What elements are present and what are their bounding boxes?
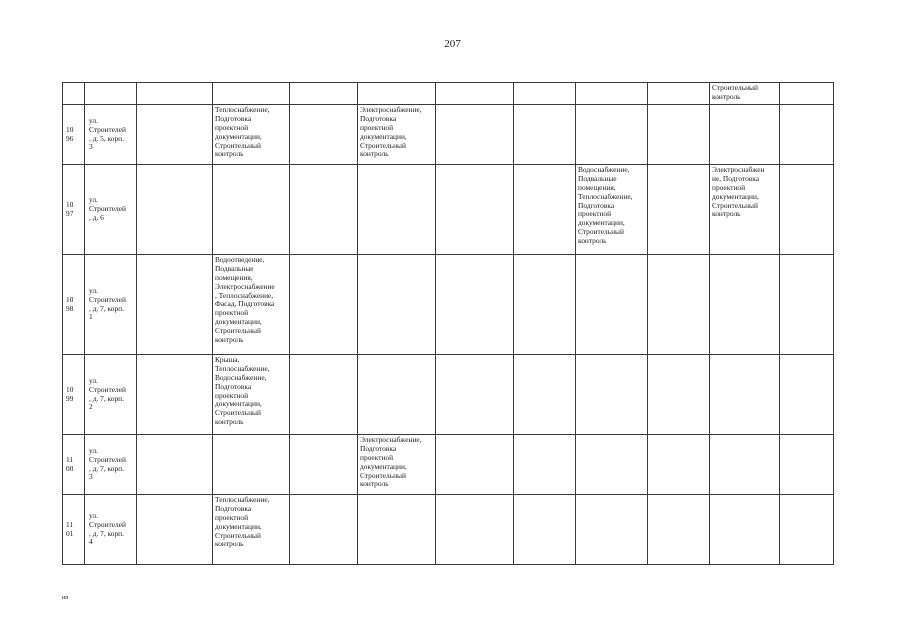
work-cell-col-10	[648, 255, 710, 355]
work-types-text: Электроснабжение, Подготовка проектной документации, Строительный контроль	[360, 435, 422, 489]
work-cell-col-3	[137, 105, 213, 165]
work-types-text: Электроснабжение, Подготовка проектной документации, Строительный контроль	[360, 105, 422, 159]
address-cell	[85, 435, 137, 495]
work-cell-col-12	[780, 355, 834, 435]
work-cell-col-9	[576, 83, 648, 105]
work-cell-col-7	[436, 355, 514, 435]
work-cell-col-3	[137, 495, 213, 565]
work-cell-col-10	[648, 165, 710, 255]
row-number: 10 96	[66, 124, 74, 143]
work-cell-col-5	[290, 165, 358, 255]
work-cell-col-12	[780, 495, 834, 565]
row-number: 10 97	[66, 199, 74, 218]
work-cell-col-4	[213, 255, 290, 355]
work-cell-col-3	[137, 165, 213, 255]
work-types-text: Водоснабжение, Подвальные помещения, Теплоснабжение, Подготовка проектной документации, Строительный контроль	[578, 165, 633, 245]
work-cell-col-7	[436, 255, 514, 355]
work-cell-col-10	[648, 83, 710, 105]
capital-repair-table	[62, 82, 834, 565]
address-cell	[85, 165, 137, 255]
work-types-text: Крыша, Теплоснабжение, Водоснабжение, Подготовка проектной документации, Строительный контроль	[215, 355, 270, 427]
table-row	[63, 165, 834, 255]
work-cell-col-11	[710, 83, 780, 105]
work-cell-col-12	[780, 255, 834, 355]
work-cell-col-7	[436, 165, 514, 255]
work-cell-col-11	[710, 255, 780, 355]
address-text: ул. Строителей , д. 6	[89, 195, 126, 222]
address-cell	[85, 255, 137, 355]
work-cell-col-12	[780, 83, 834, 105]
work-cell-col-8	[514, 495, 576, 565]
work-cell-col-8	[514, 105, 576, 165]
row-number-cell	[63, 435, 85, 495]
work-cell-col-8	[514, 355, 576, 435]
work-cell-col-9	[576, 355, 648, 435]
work-cell-col-4	[213, 165, 290, 255]
table-row	[63, 105, 834, 165]
work-types-text: Водоотведение, Подвальные помещения, Электроснабжение , Теплоснабжение, Фасад, Подготовка проектной документации, Строительный контроль	[215, 255, 275, 344]
work-cell-col-11	[710, 355, 780, 435]
row-number: 11 00	[66, 454, 74, 473]
table-body	[63, 83, 834, 565]
work-cell-col-8	[514, 435, 576, 495]
work-cell-col-10	[648, 495, 710, 565]
work-cell-col-6	[358, 435, 436, 495]
work-cell-col-6	[358, 83, 436, 105]
work-types-text: Строительный контроль	[712, 83, 758, 101]
address-cell	[85, 83, 137, 105]
work-cell-col-5	[290, 105, 358, 165]
row-number-cell	[63, 165, 85, 255]
table-row	[63, 355, 834, 435]
work-cell-col-4	[213, 105, 290, 165]
row-number: 11 01	[66, 519, 74, 538]
work-cell-col-7	[436, 105, 514, 165]
address-text: ул. Строителей , д. 5, корп. 3	[89, 115, 126, 152]
work-cell-col-12	[780, 165, 834, 255]
work-types-text: Теплоснабжение, Подготовка проектной документации, Строительный контроль	[215, 495, 270, 549]
work-cell-col-7	[436, 83, 514, 105]
work-cell-col-6	[358, 355, 436, 435]
work-cell-col-4	[213, 355, 290, 435]
address-text: ул. Строителей , д. 7, корп. 3	[89, 445, 126, 482]
work-cell-col-5	[290, 83, 358, 105]
work-types-text: Электроснабжен ие, Подготовка проектной документации, Строительный контроль	[712, 165, 765, 219]
work-cell-col-4	[213, 435, 290, 495]
table-row	[63, 83, 834, 105]
work-cell-col-5	[290, 255, 358, 355]
work-cell-col-11	[710, 435, 780, 495]
work-cell-col-6	[358, 255, 436, 355]
work-cell-col-9	[576, 255, 648, 355]
work-cell-col-9	[576, 435, 648, 495]
work-cell-col-8	[514, 165, 576, 255]
row-number-cell	[63, 255, 85, 355]
work-cell-col-7	[436, 495, 514, 565]
work-cell-col-9	[576, 495, 648, 565]
work-types-text: Теплоснабжение, Подготовка проектной документации, Строительный контроль	[215, 105, 270, 159]
row-number-cell	[63, 355, 85, 435]
work-cell-col-4	[213, 83, 290, 105]
address-cell	[85, 495, 137, 565]
address-cell	[85, 355, 137, 435]
footer-mark: нп	[62, 595, 69, 601]
table-row	[63, 495, 834, 565]
work-cell-col-5	[290, 495, 358, 565]
work-cell-col-5	[290, 355, 358, 435]
row-number-cell	[63, 105, 85, 165]
work-cell-col-11	[710, 495, 780, 565]
work-cell-col-11	[710, 105, 780, 165]
table-row	[63, 255, 834, 355]
work-cell-col-8	[514, 255, 576, 355]
work-cell-col-12	[780, 435, 834, 495]
row-number-cell	[63, 495, 85, 565]
address-text: ул. Строителей , д. 7, корп. 4	[89, 510, 126, 547]
work-cell-col-3	[137, 435, 213, 495]
work-cell-col-11	[710, 165, 780, 255]
work-cell-col-10	[648, 105, 710, 165]
work-cell-col-7	[436, 435, 514, 495]
work-cell-col-3	[137, 355, 213, 435]
row-number-cell	[63, 83, 85, 105]
work-cell-col-5	[290, 435, 358, 495]
work-cell-col-6	[358, 165, 436, 255]
work-cell-col-9	[576, 165, 648, 255]
work-cell-col-8	[514, 83, 576, 105]
work-cell-col-10	[648, 355, 710, 435]
address-cell	[85, 105, 137, 165]
row-number: 10 99	[66, 384, 74, 403]
address-text: ул. Строителей , д. 7, корп. 1	[89, 285, 126, 322]
work-cell-col-12	[780, 105, 834, 165]
work-cell-col-10	[648, 435, 710, 495]
page-number: 207	[444, 38, 461, 50]
work-cell-col-4	[213, 495, 290, 565]
work-cell-col-6	[358, 105, 436, 165]
work-cell-col-3	[137, 83, 213, 105]
table-row	[63, 435, 834, 495]
row-number: 10 98	[66, 294, 74, 313]
address-text: ул. Строителей , д. 7, корп. 2	[89, 375, 126, 412]
work-cell-col-9	[576, 105, 648, 165]
work-cell-col-3	[137, 255, 213, 355]
work-cell-col-6	[358, 495, 436, 565]
